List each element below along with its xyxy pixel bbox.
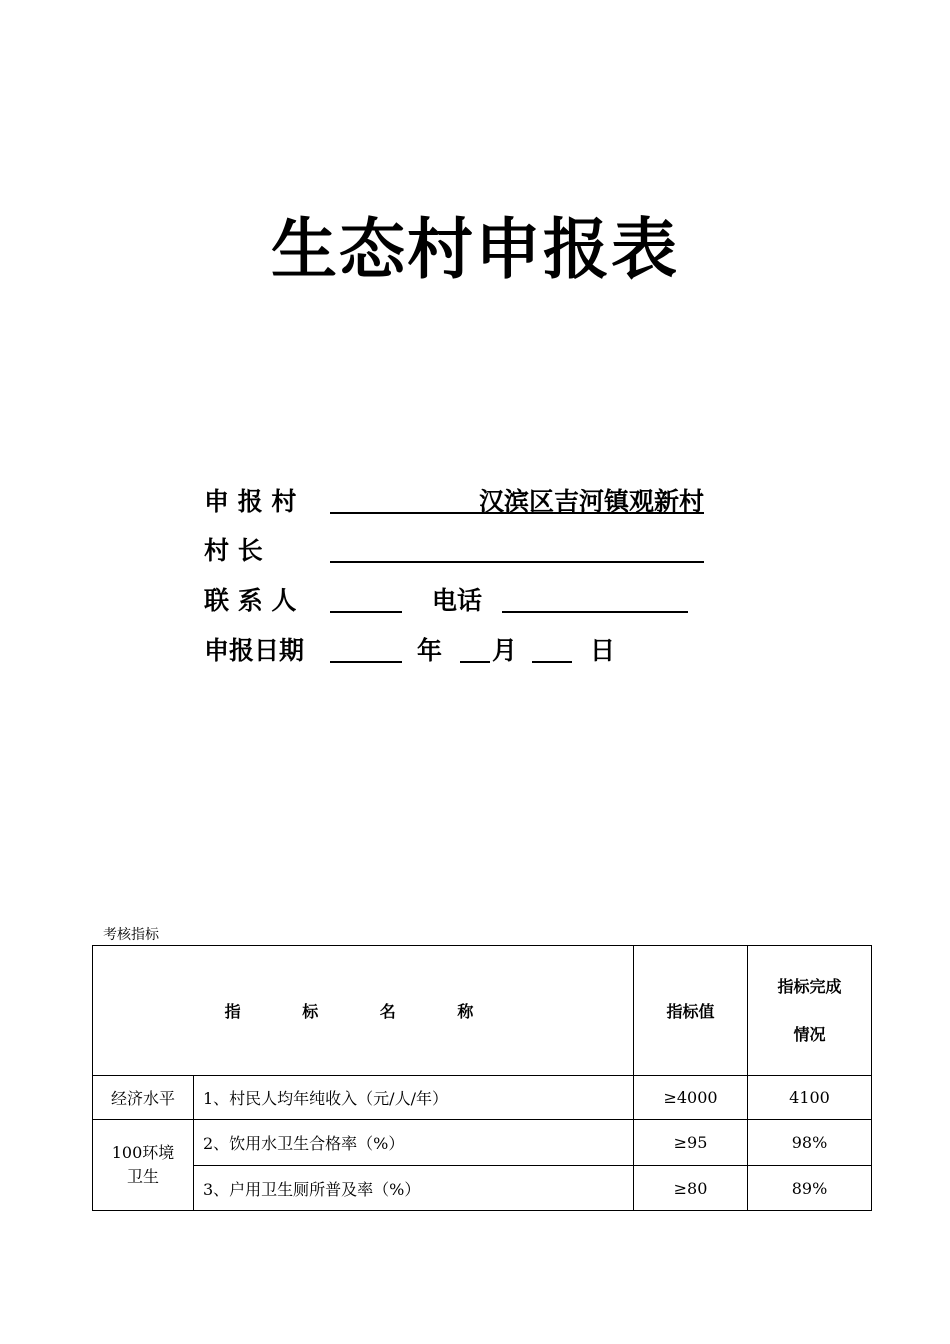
village-label: 申 报 村: [204, 487, 297, 516]
month-field[interactable]: [460, 631, 490, 663]
row-done: 4100: [748, 1076, 872, 1120]
row-target: ≥4000: [634, 1076, 748, 1120]
year-field[interactable]: [330, 631, 402, 663]
village-value: 汉滨区吉河镇观新村: [478, 487, 704, 516]
phone-label: 电话: [432, 586, 483, 615]
header-done-cell: [748, 946, 872, 1076]
header-done-line2: 情况: [793, 1024, 826, 1044]
row-item: 1、村民人均年纯收入（元/人/年）: [194, 1076, 634, 1120]
row-category: 经济水平: [93, 1076, 194, 1120]
contact-label: 联 系 人: [204, 586, 297, 615]
header-name: 指 标 名 称: [224, 1002, 502, 1021]
indicator-table: [92, 945, 872, 1211]
phone-field[interactable]: [502, 581, 688, 613]
row-target: ≥95: [634, 1120, 748, 1166]
day-field[interactable]: [532, 631, 572, 663]
day-label: 日: [590, 636, 616, 665]
header-done-line1: 指标完成: [777, 976, 842, 996]
table-row: [93, 1120, 872, 1166]
page-title: 生态村申报表: [271, 211, 679, 288]
header-target: 指标值: [634, 946, 748, 1076]
village-field[interactable]: [330, 482, 704, 514]
row-item: 2、饮用水卫生合格率（%）: [194, 1120, 634, 1166]
row-done: 98%: [748, 1120, 872, 1166]
row-item: 3、户用卫生厕所普及率（%）: [194, 1166, 634, 1211]
row-category: 100环境卫生: [93, 1120, 194, 1211]
table-row: [93, 1076, 872, 1120]
contact-field[interactable]: [330, 581, 402, 613]
row-done: 89%: [748, 1166, 872, 1211]
year-label: 年: [417, 636, 443, 665]
date-label: 申报日期: [204, 636, 305, 665]
table-header-row: [93, 946, 872, 1076]
chief-label: 村 长: [204, 536, 263, 565]
chief-field[interactable]: [330, 531, 704, 563]
row-target: ≥80: [634, 1166, 748, 1211]
month-label: 月: [492, 636, 518, 665]
header-name-cell: [93, 946, 634, 1076]
table-caption: 考核指标: [103, 927, 159, 943]
table-row: [93, 1166, 872, 1211]
